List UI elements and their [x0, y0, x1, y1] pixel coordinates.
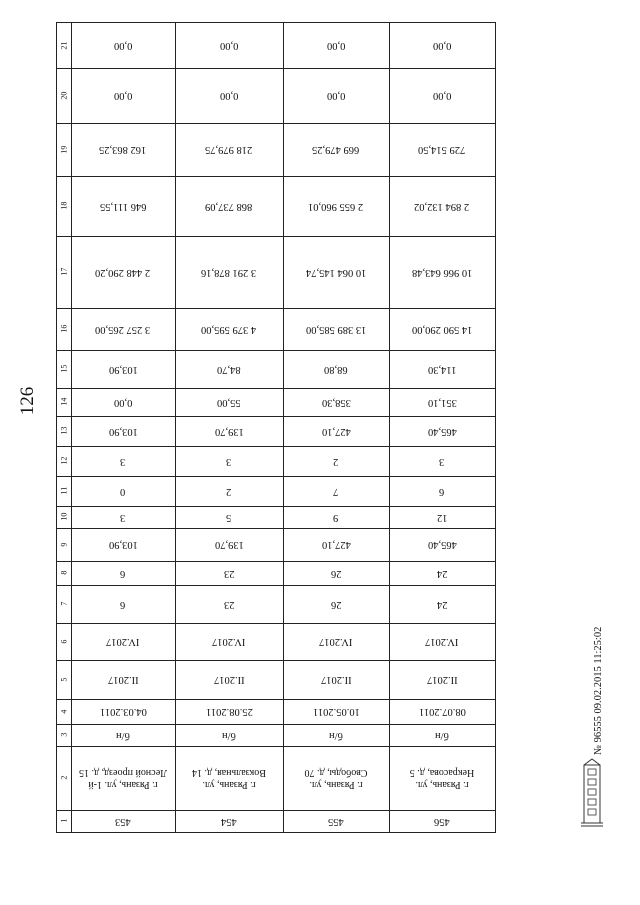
table-cell-c10: 12: [436, 512, 448, 524]
table-cell-c13: 103,90: [108, 426, 138, 438]
table-cell-c5: II.2017: [426, 674, 458, 686]
column-header-10: 10: [59, 513, 69, 521]
table-cell-c11: 2: [226, 486, 232, 498]
table-cell-c15: 68,80: [324, 364, 348, 376]
table-cell-c3: б/н: [435, 730, 449, 742]
emblem-icon: [580, 757, 604, 829]
table-cell-c15: 103,90: [108, 364, 138, 376]
table-cell-c6: IV.2017: [212, 636, 246, 648]
table-cell-c9: 465,40: [427, 539, 457, 551]
table-cell-c2: г. Рязань, ул. Свободы, д. 70: [304, 767, 368, 790]
table-cell-c2: г. Рязань, ул. Вокзальная, д. 14: [192, 767, 266, 790]
column-header-7: 7: [59, 602, 69, 606]
table-cell-c19: 729 514,50: [418, 144, 466, 156]
table-cell-c11: 0: [120, 486, 126, 498]
table-cell-c6: IV.2017: [106, 636, 140, 648]
table-cell-c21: 0,00: [326, 40, 346, 52]
column-header-19: 19: [59, 145, 69, 154]
column-header-18: 18: [59, 202, 69, 210]
stamp-text: № 96555 09.02.2015 11:25:02: [593, 626, 604, 755]
table-cell-c2: г. Рязань, ул. Некрасова, д. 5: [409, 767, 475, 790]
column-header-16: 16: [59, 325, 69, 333]
table-cell-c8: 23: [223, 568, 235, 580]
column-header-6: 6: [59, 639, 69, 644]
table-cell-c15: 114,30: [427, 364, 457, 376]
column-header-2: 2: [59, 776, 69, 780]
table-cell-c18: 646 111,55: [99, 201, 147, 213]
column-header-4: 4: [59, 709, 69, 714]
table-cell-c14: 358,30: [321, 397, 351, 409]
table-cell-c12: 2: [333, 456, 339, 468]
registration-stamp: [593, 615, 613, 755]
column-header-9: 9: [59, 542, 69, 547]
table-cell-c3: б/н: [329, 730, 343, 742]
table-cell-c19: 218 979,75: [205, 144, 253, 156]
table-cell-c8: 6: [120, 568, 126, 580]
table-cell-c10: 5: [226, 512, 232, 524]
table-cell-c10: 3: [120, 512, 126, 524]
data-table: [56, 22, 496, 833]
table-cell-c17: 2 448 290,20: [95, 267, 151, 279]
column-header-12: 12: [59, 457, 69, 465]
table-cell-c21: 0,00: [219, 40, 239, 52]
column-header-5: 5: [59, 677, 69, 682]
table-cell-c21: 0,00: [432, 40, 452, 52]
table-cell-c1: 453: [115, 816, 131, 828]
table-cell-c12: 3: [120, 456, 126, 468]
table-cell-c9: 103,90: [108, 539, 138, 551]
table-cell-c15: 84,70: [217, 364, 241, 376]
table-cell-c6: IV.2017: [319, 636, 353, 648]
column-header-8: 8: [59, 571, 69, 575]
table-cell-c14: 351,10: [427, 397, 457, 409]
table-cell-c1: 454: [221, 816, 237, 828]
table-cell-c3: б/н: [116, 730, 130, 742]
table-cell-c13: 139,70: [214, 426, 244, 438]
table-cell-c21: 0,00: [113, 40, 133, 52]
table-cell-c20: 0,00: [326, 90, 346, 102]
table-cell-c7: 6: [120, 599, 126, 611]
table-cell-c14: 55,00: [217, 397, 241, 409]
table-cell-c4: 04.03.2011: [99, 706, 147, 718]
table-cell-c8: 26: [330, 568, 342, 580]
table-cell-c18: 2 894 132,02: [414, 201, 470, 213]
table-cell-c20: 0,00: [432, 90, 452, 102]
table-cell-c1: 455: [328, 816, 344, 828]
table-cell-c13: 465,40: [427, 426, 457, 438]
table-cell-c11: 7: [333, 486, 339, 498]
table-cell-c12: 3: [439, 456, 445, 468]
column-header-1: 1: [59, 819, 69, 823]
table-cell-c17: 10 966 643,48: [411, 267, 473, 279]
table-cell-c7: 23: [223, 599, 235, 611]
table-cell-c20: 0,00: [219, 90, 239, 102]
column-header-14: 14: [59, 398, 69, 406]
table-cell-c20: 0,00: [113, 90, 133, 102]
column-header-21: 21: [59, 41, 69, 50]
table-cell-c2: г. Рязань, ул. 1-й Лесной проезд, д. 15: [78, 767, 168, 790]
table-cell-c18: 868 737,09: [205, 201, 253, 213]
table-cell-c5: II.2017: [107, 674, 139, 686]
table-cell-c16: 13 389 585,00: [305, 324, 367, 336]
table-cell-c5: II.2017: [320, 674, 352, 686]
column-header-20: 20: [59, 91, 69, 100]
table-cell-c17: 10 064 145,74: [305, 267, 367, 279]
table-cell-c19: 669 479,25: [312, 144, 360, 156]
table-cell-c9: 427,10: [321, 539, 351, 551]
table-cell-c6: IV.2017: [425, 636, 459, 648]
table-cell-c1: 456: [434, 816, 450, 828]
table-cell-c14: 0,00: [113, 397, 133, 409]
table-cell-c10: 9: [333, 512, 339, 524]
table-cell-c4: 25.08.2011: [205, 706, 253, 718]
page-number: 126: [17, 386, 38, 416]
table-cell-c19: 162 863,25: [99, 144, 147, 156]
column-header-11: 11: [59, 487, 69, 495]
table-cell-c16: 3 257 265,00: [95, 324, 151, 336]
table-cell-c13: 427,10: [321, 426, 351, 438]
table-cell-c11: 6: [439, 486, 445, 498]
table-cell-c4: 08.07.2011: [418, 706, 466, 718]
table-cell-c8: 24: [436, 568, 448, 580]
column-header-15: 15: [59, 365, 69, 373]
table-cell-c7: 26: [330, 599, 342, 611]
table-cell-c3: б/н: [222, 730, 236, 742]
column-header-17: 17: [59, 268, 69, 276]
table-cell-c18: 2 655 960,01: [308, 201, 364, 213]
table-cell-c16: 4 379 595,00: [201, 324, 257, 336]
table-cell-c17: 3 291 878,16: [201, 267, 257, 279]
table-cell-c4: 10.05.2011: [312, 706, 360, 718]
table-cell-c16: 14 590 290,00: [411, 324, 473, 336]
table-cell-c5: II.2017: [213, 674, 245, 686]
column-header-13: 13: [59, 427, 69, 435]
table-cell-c9: 139,70: [214, 539, 244, 551]
column-header-3: 3: [59, 733, 69, 737]
table-cell-c12: 3: [226, 456, 232, 468]
table-cell-c7: 24: [436, 599, 448, 611]
